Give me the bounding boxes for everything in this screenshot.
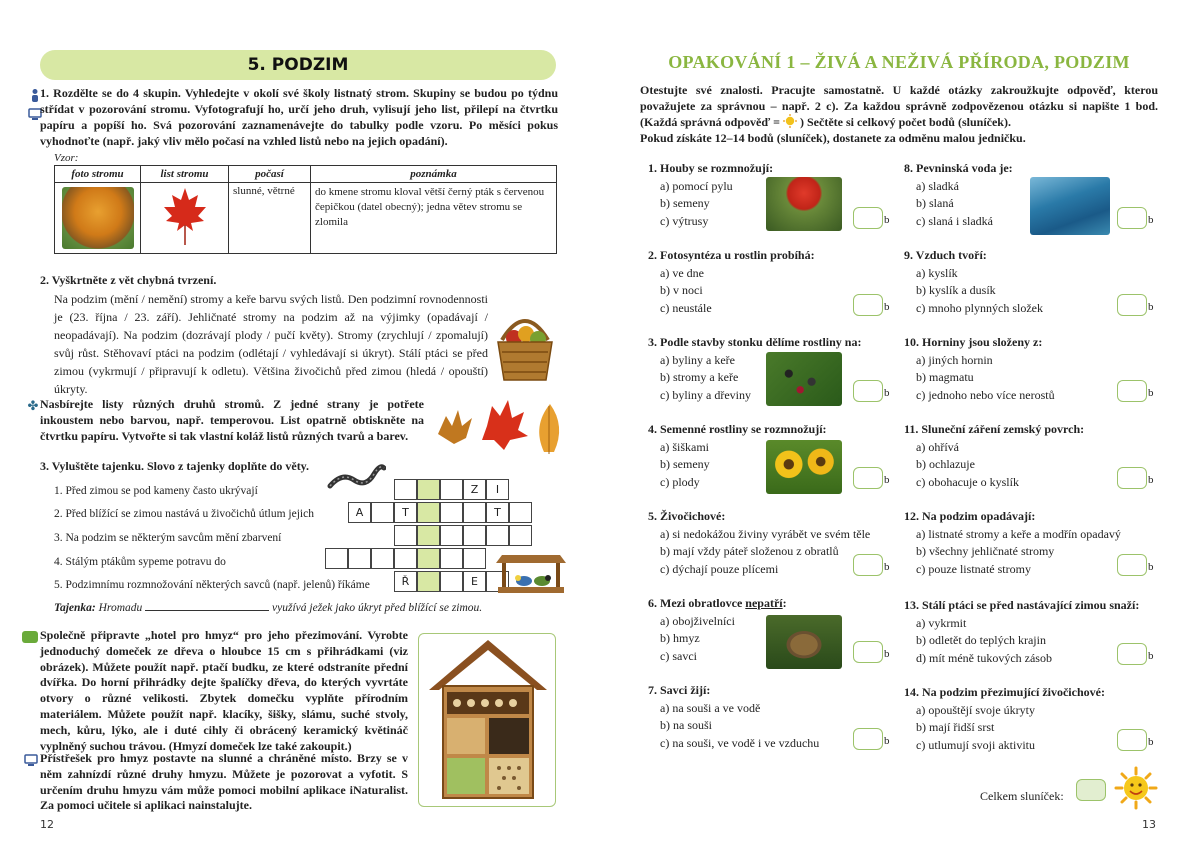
points-box[interactable] bbox=[853, 467, 883, 489]
tajenka-line bbox=[54, 600, 482, 616]
clue-2: 2. Před blížící se zimou nastává u živočichů útlum jejich bbox=[54, 508, 314, 520]
leaves-task-text: Nasbírejte listy různých druhů stromů. Z jedné strany je potřete inkoustem nebo barvou, např. temperovou. List opatrně obtiskněte na čtvrtku papíru. Vytvořte si tak vlastní koláž listů různých tvarů a barev. bbox=[40, 397, 424, 443]
page-number: 13 bbox=[1142, 818, 1156, 831]
answer-option[interactable]: b) ochlazuje bbox=[916, 457, 975, 471]
title-part: : bbox=[782, 596, 787, 610]
answer-option[interactable]: c) plody bbox=[660, 474, 700, 489]
question-title: 13. Stálí ptáci se před nastávající zimou snaží: bbox=[904, 598, 1140, 612]
title-part: 6. Mezi obratlovce bbox=[648, 596, 746, 610]
answer-option[interactable]: b) mají řidší srst bbox=[916, 720, 995, 734]
toad-photo bbox=[766, 615, 842, 669]
observation-table bbox=[54, 165, 557, 254]
clue-3: 3. Na podzim se některým savcům mění zbarvení bbox=[54, 532, 282, 544]
answer-option[interactable]: c) pouze listnaté stromy bbox=[916, 561, 1031, 576]
crossword-cell[interactable] bbox=[463, 502, 486, 523]
crossword-cell[interactable] bbox=[371, 502, 394, 523]
points-box[interactable] bbox=[853, 294, 883, 316]
clue-5: 5. Podzimnímu rozmnožování některých savců (např. jelenů) říkáme bbox=[54, 579, 370, 591]
sun-mascot-icon bbox=[1114, 766, 1158, 810]
answer-option[interactable]: b) magmatu bbox=[916, 370, 974, 384]
points-box[interactable] bbox=[1117, 554, 1147, 576]
crossword-cell[interactable] bbox=[417, 479, 440, 500]
answer-option[interactable]: a) šiškami bbox=[660, 439, 709, 454]
points-box[interactable] bbox=[853, 728, 883, 750]
points-unit: b bbox=[1148, 387, 1154, 399]
answer-option[interactable]: c) slaná i sladká bbox=[916, 213, 993, 228]
crossword-cell[interactable]: Z bbox=[463, 479, 486, 500]
question-title: 11. Sluneční záření zemský povrch: bbox=[904, 422, 1085, 436]
crossword-cell[interactable] bbox=[440, 479, 463, 500]
points-unit: b bbox=[884, 387, 890, 399]
task2-title: 2. Vyškrtněte z vět chybná tvrzení. bbox=[40, 273, 217, 287]
question-title: 8. Pevninská voda je: bbox=[904, 161, 1013, 175]
snake-icon bbox=[326, 458, 386, 492]
weather-cell: slunné, větrné bbox=[229, 183, 311, 254]
tajenka-start: Hromadu bbox=[98, 602, 143, 614]
clue-4: 4. Stálým ptákům sypeme potravu do bbox=[54, 556, 226, 568]
table-header: list stromu bbox=[141, 166, 229, 183]
total-points-box[interactable] bbox=[1076, 779, 1106, 801]
points-box[interactable] bbox=[853, 641, 883, 663]
maple-leaf-icon bbox=[160, 185, 210, 247]
crossword-cell[interactable] bbox=[440, 548, 463, 569]
crossword-cell[interactable] bbox=[394, 548, 417, 569]
page-title: 5. PODZIM bbox=[40, 50, 556, 80]
crossword-cell[interactable] bbox=[417, 502, 440, 523]
answer-option[interactable]: a) byliny a keře bbox=[660, 352, 735, 367]
points-box[interactable] bbox=[1117, 294, 1147, 316]
hotel-task-text: Společně připravte „hotel pro hmyz“ pro jeho přezimování. Vyrobte jednoduchý domeček ze dřeva o hloubce 15 cm s přihrádkami (viz obrázek). Můžete použít např. ptačí budku, ze které odstraníte přední dvířka. Do horní přihrádky dejte špalíčky dřeva, do kterých vyvrtáte otvory o různé velikosti. Zbytek domečku vyplňte přírodním materiálem. Můžete použít např. klacíky, šišky, slámu, suché stvoly, mech, kůru, lýko, ale i duté cihly či obrácený keramický květináč vyplněný suchou trávou. (Hmyzí domeček lze také zakoupit.) bbox=[40, 628, 408, 753]
answer-option[interactable]: a) sladká bbox=[916, 178, 959, 193]
table-header: foto stromu bbox=[55, 166, 141, 183]
quiz-intro bbox=[640, 82, 1158, 146]
shelter-text: Přístřešek pro hmyz postavte na slunné a chráněné místo. Brzy se v něm zahnízdí různé druhy hmyzu. Můžete je pozorovat a vyfotit. S určením druhu hmyzu vám může pomoci mobilní aplikace iNaturalist. Za pomoci učitele si aplikaci nainstalujte. bbox=[40, 751, 408, 813]
crossword-cell[interactable] bbox=[440, 571, 463, 592]
points-box[interactable] bbox=[1117, 643, 1147, 665]
page-number: 12 bbox=[40, 818, 54, 831]
question-title: 5. Živočichové: bbox=[648, 509, 726, 523]
points-box[interactable] bbox=[1117, 380, 1147, 402]
tree-photo bbox=[62, 187, 134, 249]
points-unit: b bbox=[884, 735, 890, 747]
answer-blank[interactable] bbox=[145, 601, 269, 611]
sun-icon bbox=[783, 114, 797, 128]
tajenka-end: využívá ježek jako úkryt před blížící se zimou. bbox=[272, 602, 483, 614]
answer-option[interactable]: c) utlumují svoji aktivitu bbox=[916, 737, 1035, 752]
title-underlined: nepatří bbox=[745, 596, 783, 610]
points-unit: b bbox=[884, 648, 890, 660]
points-unit: b bbox=[1148, 561, 1154, 573]
points-unit: b bbox=[884, 301, 890, 313]
answer-option[interactable]: b) na souši bbox=[660, 718, 712, 732]
points-box[interactable] bbox=[853, 380, 883, 402]
answer-option[interactable]: c) neustále bbox=[660, 300, 712, 315]
points-box[interactable] bbox=[1117, 729, 1147, 751]
points-unit: b bbox=[1148, 650, 1154, 662]
crossword-cell[interactable] bbox=[394, 479, 417, 500]
clue-1: 1. Před zimou se pod kameny často ukrývají bbox=[54, 485, 258, 497]
vzor-label: Vzor: bbox=[54, 152, 79, 164]
answer-option[interactable]: c) mnoho plynných složek bbox=[916, 300, 1043, 315]
answer-option[interactable]: d) mít méně tukových zásob bbox=[916, 650, 1052, 665]
crossword-cell[interactable]: Ř bbox=[394, 571, 417, 592]
answer-option[interactable]: a) kyslík bbox=[916, 265, 958, 280]
crossword-cell[interactable]: I bbox=[486, 479, 509, 500]
answer-option[interactable]: a) opouštějí svoje úkryty bbox=[916, 702, 1035, 717]
tajenka-label: Tajenka: bbox=[54, 602, 96, 614]
computer-icon bbox=[24, 753, 38, 767]
crossword-cell[interactable]: E bbox=[463, 571, 486, 592]
total-label: Celkem sluníček: bbox=[980, 789, 1064, 803]
crossword-cell[interactable] bbox=[417, 548, 440, 569]
answer-option[interactable]: c) byliny a dřeviny bbox=[660, 387, 751, 402]
answer-option[interactable]: b) mají vždy páteř složenou z obratlů bbox=[660, 544, 839, 558]
question-title: 9. Vzduch tvoří: bbox=[904, 248, 987, 262]
basket-icon bbox=[494, 308, 556, 384]
group-icon: ✤ bbox=[27, 398, 39, 413]
crossword-cell[interactable] bbox=[440, 502, 463, 523]
crossword-cell[interactable] bbox=[463, 525, 486, 546]
answer-option[interactable]: b) semeny bbox=[660, 457, 710, 471]
answer-option[interactable]: b) slaná bbox=[916, 196, 954, 210]
question-title: 14. Na podzim přezimující živočichové: bbox=[904, 685, 1105, 699]
answer-option[interactable]: a) ve dne bbox=[660, 265, 704, 280]
answer-option[interactable]: b) v noci bbox=[660, 283, 703, 297]
bird-feeder-icon bbox=[494, 553, 568, 597]
points-unit: b bbox=[1148, 301, 1154, 313]
task1-text: 1. Rozdělte se do 4 skupin. Vyhledejte v okolí své školy listnatý strom. Skupiny se budou po týdnu střídat v pozorování stromu. Vyfotografují ho, určí jeho druh, vylisují jeho list, přilepí na čtvrtku papíru a popíší ho. Svá pozorování zaznamenávejte do tabulky podle vzoru. Po měsíci pokus vyhodnoťte (např. jaký vliv mělo počasí na vzhled listů nebo na jejich opadání). bbox=[40, 86, 558, 148]
points-box[interactable] bbox=[1117, 207, 1147, 229]
answer-option[interactable]: b) stromy a keře bbox=[660, 370, 739, 384]
crossword-cell[interactable] bbox=[463, 548, 486, 569]
crossword-cell[interactable] bbox=[325, 548, 348, 569]
question-title: 1. Houby se rozmnožují: bbox=[648, 161, 774, 175]
points-unit: b bbox=[1148, 474, 1154, 486]
points-unit: b bbox=[884, 474, 890, 486]
question-title: 12. Na podzim opadávají: bbox=[904, 509, 1036, 523]
answer-option[interactable]: a) na souši a ve vodě bbox=[660, 700, 761, 715]
task3-title: 3. Vyluštěte tajenku. Slovo z tajenky doplňte do věty. bbox=[40, 459, 310, 473]
points-unit: b bbox=[884, 561, 890, 573]
question-title: 3. Podle stavby stonku dělíme rostliny na: bbox=[648, 335, 862, 349]
crossword-cell[interactable] bbox=[509, 525, 532, 546]
quiz-title: OPAKOVÁNÍ 1 – ŽIVÁ A NEŽIVÁ PŘÍRODA, PODZIM bbox=[668, 52, 1130, 72]
intro-text-1: Otestujte své znalosti. Pracujte samostatně. U každé otázky zakroužkujte odpověď, kterou považujete za správnou – např. 2 c). Za každou správně zodpovězenou otázku si napište 1 bod. (Každá správná odpověď = bbox=[640, 83, 1158, 129]
intro-text-2: ) Sečtěte si celkový počet bodů (sluníček). bbox=[800, 115, 1011, 129]
answer-option[interactable]: a) vykrmit bbox=[916, 615, 967, 630]
answer-option[interactable]: a) pomocí pylu bbox=[660, 178, 733, 193]
crossword-cell[interactable]: A bbox=[348, 502, 371, 523]
crossword-cell[interactable] bbox=[486, 525, 509, 546]
answer-option[interactable]: b) odletět do teplých krajin bbox=[916, 633, 1046, 647]
question-title: 10. Horniny jsou složeny z: bbox=[904, 335, 1043, 349]
table-header: poznámka bbox=[311, 166, 557, 183]
crossword-cell[interactable] bbox=[509, 502, 532, 523]
mushroom-photo bbox=[766, 177, 842, 231]
answer-option[interactable]: b) semeny bbox=[660, 196, 710, 210]
answer-option[interactable]: c) dýchají pouze plícemi bbox=[660, 561, 779, 576]
answer-option[interactable]: c) obohacuje o kyslík bbox=[916, 474, 1019, 489]
answer-option[interactable]: b) kyslík a dusík bbox=[916, 283, 996, 297]
crossword-cell[interactable] bbox=[440, 525, 463, 546]
table-header: počasí bbox=[229, 166, 311, 183]
answer-option[interactable]: b) všechny jehličnaté stromy bbox=[916, 544, 1055, 558]
answer-option[interactable]: a) jiných hornin bbox=[916, 352, 993, 367]
question-title: 4. Semenné rostliny se rozmnožují: bbox=[648, 422, 827, 436]
answer-option[interactable]: b) hmyz bbox=[660, 631, 700, 645]
crossword-cell[interactable] bbox=[417, 525, 440, 546]
intro-text-3: Pokud získáte 12–14 bodů (sluníček), dostanete za odměnu malou jedničku. bbox=[640, 131, 1026, 145]
crossword-cell[interactable] bbox=[348, 548, 371, 569]
blackberry-photo bbox=[766, 352, 842, 406]
eco-badge bbox=[22, 631, 38, 643]
note-cell: do kmene stromu kloval větší černý pták s červenou čepičkou (datel obecný); jedna větev stromu se zlomila bbox=[311, 183, 557, 254]
answer-option[interactable]: c) výtrusy bbox=[660, 213, 709, 228]
crossword-cell[interactable] bbox=[371, 548, 394, 569]
crossword-cell[interactable] bbox=[394, 525, 417, 546]
answer-option[interactable]: c) savci bbox=[660, 648, 697, 663]
answer-option[interactable]: a) listnaté stromy a keře a modřín opadavý bbox=[916, 526, 1121, 541]
question-title bbox=[648, 595, 898, 613]
points-box[interactable] bbox=[1117, 467, 1147, 489]
crossword-cell[interactable] bbox=[417, 571, 440, 592]
task2-text: Na podzim (mění / nemění) stromy a keře barvu svých listů. Den podzimní rovnodennosti je (23. října / 23. září). Jehličnaté stromy na podzim až na výjimky (opadávají / neopadávají). Na podzim (dozrávají plody / pučí květy). Stromy (zrychlují / zpomalují) svůj růst. Stěhovaví ptáci na podzim (odlétají / vyhledávají si úkryt). Stálí ptáci se před zimou (vykrmují / připravují k odletu). Většina živočichů před zimou (hledá / opouští) úkryty. bbox=[54, 292, 488, 396]
points-box[interactable] bbox=[853, 207, 883, 229]
water-photo bbox=[1030, 177, 1110, 235]
sunflower-photo bbox=[766, 440, 842, 494]
insect-hotel-image bbox=[418, 633, 556, 807]
crossword-cell[interactable]: T bbox=[394, 502, 417, 523]
autumn-leaves-icon bbox=[432, 396, 572, 458]
answer-option[interactable]: c) na souši, ve vodě i ve vzduchu bbox=[660, 735, 820, 750]
points-unit: b bbox=[1148, 736, 1154, 748]
points-unit: b bbox=[884, 214, 890, 226]
answer-option[interactable]: c) jednoho nebo více nerostů bbox=[916, 387, 1055, 402]
answer-option[interactable]: a) ohřívá bbox=[916, 439, 959, 454]
points-box[interactable] bbox=[853, 554, 883, 576]
crossword-cell[interactable]: T bbox=[486, 502, 509, 523]
question-title: 7. Savci žijí: bbox=[648, 683, 711, 697]
answer-option[interactable]: a) si nedokážou živiny vyrábět ve svém těle bbox=[660, 526, 871, 541]
question-title: 2. Fotosyntéza u rostlin probíhá: bbox=[648, 248, 815, 262]
answer-option[interactable]: a) obojživelníci bbox=[660, 613, 735, 628]
points-unit: b bbox=[1148, 214, 1154, 226]
